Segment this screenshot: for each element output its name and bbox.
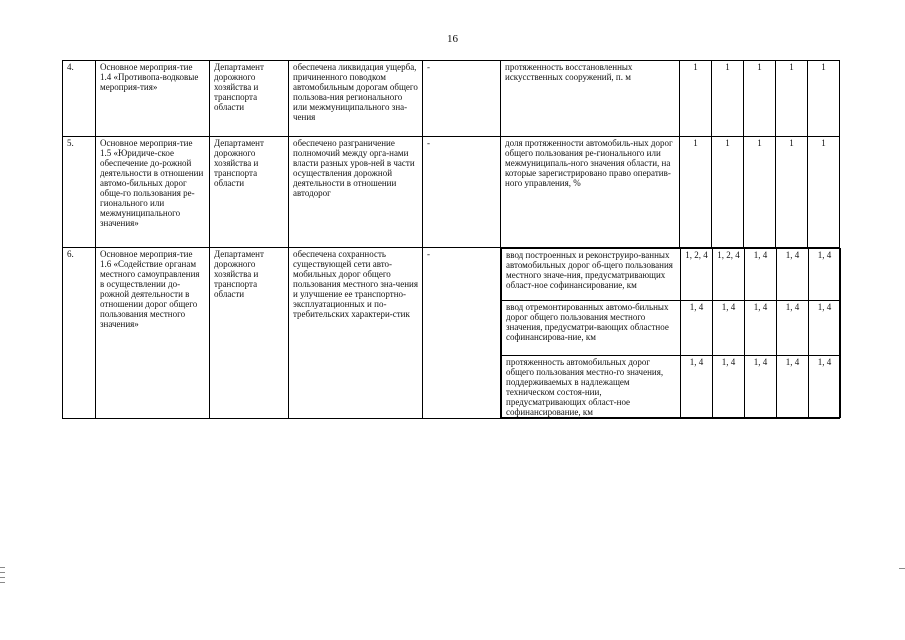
indicator-value: 1, 4 <box>713 301 745 356</box>
executor: Департамент дорожного хозяйства и транспорта области <box>210 61 289 137</box>
indicator-value: 1 <box>680 137 712 248</box>
dash-cell: - <box>423 61 501 137</box>
indicator-name: протяженность восстановленных искусственных сооружений, п. м <box>501 61 680 137</box>
indicator-value: 1, 4 <box>681 356 713 418</box>
indicator-value: 1, 4 <box>745 356 777 418</box>
expected-result: обеспечена сохранность существующей сети авто-мобильных дорог общего пользования местного зна-чения и улучшение ее транспортно-эксплуатационных и по-требительских характери-стик <box>289 248 423 419</box>
row-number: 4. <box>63 61 96 137</box>
indicator-value: 1, 4 <box>809 356 841 418</box>
indicator-value: 1, 2, 4 <box>713 249 745 301</box>
indicator-value: 1, 2, 4 <box>681 249 713 301</box>
indicator-value: 1 <box>776 137 808 248</box>
indicator-value: 1 <box>744 137 776 248</box>
scan-mark <box>0 572 5 573</box>
dash-cell: - <box>423 248 501 419</box>
dash-cell: - <box>423 137 501 248</box>
indicator-value: 1 <box>712 61 744 137</box>
indicator-value: 1, 4 <box>745 249 777 301</box>
indicator-value: 1, 4 <box>777 301 809 356</box>
indicator-value: 1 <box>712 137 744 248</box>
measures-table <box>62 60 840 419</box>
indicator-row <box>502 301 841 356</box>
indicator-value: 1, 4 <box>713 356 745 418</box>
indicators-subtable <box>501 248 841 418</box>
scan-mark <box>0 567 5 568</box>
indicator-name: доля протяженности автомобиль-ных дорог общего пользования ре-гионального или межмуниципаль-ного значения области, на которые зарегистрировано право оператив-ного управления, % <box>501 137 680 248</box>
measure-name: Основное мероприя-тие 1.5 «Юридиче-ское обеспечение до-рожной деятельности в отношении автомо-бильных дорог обще-го пользования ре-гионального или межмуниципального значения» <box>96 137 210 248</box>
indicator-name: ввод построенных и реконструиро-ванных автомобильных дорог об-щего пользования местного значе-ния, предусматривающих област-ное софинансирование, км <box>502 249 681 301</box>
scan-mark <box>899 568 905 569</box>
row-number: 5. <box>63 137 96 248</box>
indicator-value: 1, 4 <box>745 301 777 356</box>
indicators-block <box>501 248 840 419</box>
indicator-value: 1 <box>808 61 840 137</box>
expected-result: обеспечено разграничение полномочий между орга-нами власти разных уров-ней в части осуществления дорожной деятельности в отношении автодорог <box>289 137 423 248</box>
indicator-value: 1, 4 <box>809 301 841 356</box>
scan-mark <box>0 582 5 583</box>
measure-name: Основное мероприя-тие 1.6 «Содействие органам местного самоуправления в осуществлении до-рожной деятельности в отношении дорог общего пользования местного значения» <box>96 248 210 419</box>
executor: Департамент дорожного хозяйства и транспорта области <box>210 248 289 419</box>
indicator-value: 1, 4 <box>681 301 713 356</box>
indicator-value: 1, 4 <box>809 249 841 301</box>
measure-name: Основное мероприя-тие 1.4 «Противопа-водковые мероприя-тия» <box>96 61 210 137</box>
row-number: 6. <box>63 248 96 419</box>
indicator-row <box>502 249 841 301</box>
expected-result: обеспечена ликвидация ущерба, причиненного поводком автомобильным дорогам общего пользова-ния регионального или межмуниципального зна-чения <box>289 61 423 137</box>
table-row <box>63 248 840 419</box>
table-row <box>63 137 840 248</box>
indicator-value: 1 <box>808 137 840 248</box>
indicator-row <box>502 356 841 418</box>
scan-edge-marks <box>0 567 5 587</box>
indicator-value: 1, 4 <box>777 249 809 301</box>
indicator-name: ввод отремонтированных автомо-бильных дорог общего пользования местного значения, предусматри-вающих областное софинансирова-ние, км <box>502 301 681 356</box>
page-number: 16 <box>447 33 458 45</box>
indicator-name: протяженность автомобильных дорог общего пользования местно-го значения, поддерживаемых в надлежащем техническом состоя-нии, предусматривающих област-ное софинансирование, км <box>502 356 681 418</box>
indicator-value: 1, 4 <box>777 356 809 418</box>
indicator-value: 1 <box>776 61 808 137</box>
executor: Департамент дорожного хозяйства и транспорта области <box>210 137 289 248</box>
scan-mark <box>0 577 5 578</box>
table-row <box>63 61 840 137</box>
indicator-value: 1 <box>680 61 712 137</box>
indicator-value: 1 <box>744 61 776 137</box>
